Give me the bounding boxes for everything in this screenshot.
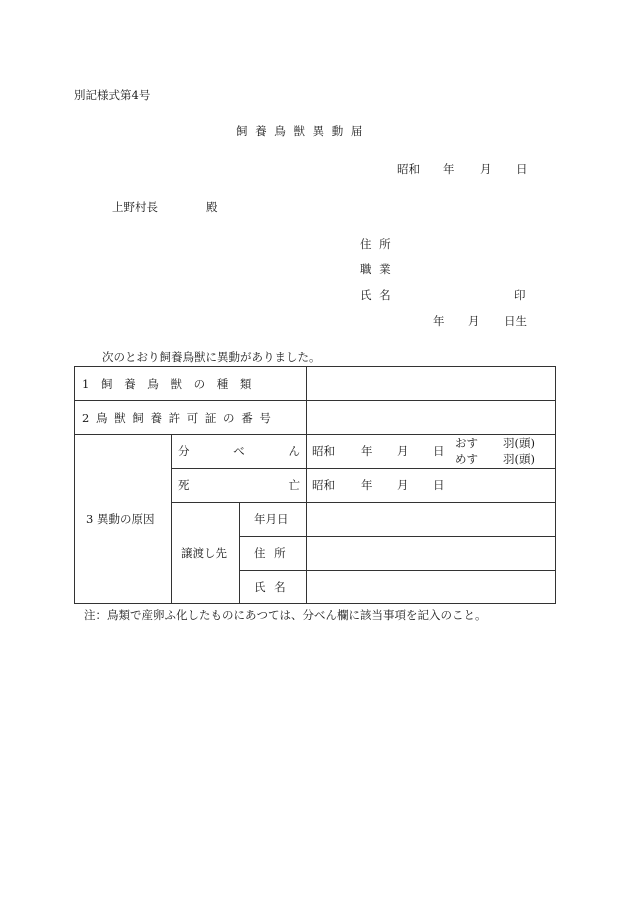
birth-month: 月	[397, 444, 409, 458]
birth-label-c: ん	[288, 444, 300, 458]
applicant-address-label: 住 所	[360, 237, 391, 251]
table-border-bottom	[74, 603, 556, 604]
row-species-label: 1 飼 養 鳥 獣 の 種 類	[82, 377, 252, 391]
birth-label-a: 分	[178, 444, 190, 458]
transfer-name-label: 氏 名	[254, 580, 286, 594]
date-day: 日	[516, 162, 528, 176]
birth-year: 年	[361, 444, 373, 458]
birth-day: 日	[433, 444, 445, 458]
table-divider	[239, 570, 556, 571]
death-label-b: 亡	[288, 478, 300, 492]
row-cause-label: 3 異動の原因	[86, 512, 155, 526]
male-label: おす	[455, 436, 478, 450]
addressee-honorific: 殿	[206, 200, 218, 214]
row-permit-number-label: 2 鳥 獣 飼 養 許 可 証 の 番 号	[82, 411, 271, 425]
female-unit: 羽(頭)	[503, 452, 535, 466]
birth-label-b: べ	[233, 444, 245, 458]
form-title: 飼 養 鳥 獣 異 動 届	[236, 124, 365, 138]
death-label	[178, 478, 300, 492]
intro-text: 次のとおり飼養鳥獣に異動がありました。	[102, 350, 321, 364]
table-divider	[239, 536, 556, 537]
table-divider	[74, 434, 556, 435]
death-era: 昭和	[312, 478, 335, 492]
table-border-left	[74, 366, 75, 604]
death-day: 日	[433, 478, 445, 492]
female-label: めす	[455, 452, 478, 466]
date-era: 昭和	[397, 162, 420, 176]
birth-era: 昭和	[312, 444, 335, 458]
birth-label	[178, 444, 300, 458]
table-border-top	[74, 366, 556, 367]
applicant-name-label: 氏 名	[360, 288, 391, 302]
table-border-right	[555, 366, 556, 604]
table-divider	[171, 434, 172, 604]
birth-day: 日生	[504, 314, 527, 328]
transfer-address-label: 住 所	[254, 546, 286, 560]
table-divider	[171, 468, 556, 469]
table-divider	[74, 400, 556, 401]
date-year: 年	[443, 162, 455, 176]
table-divider	[171, 502, 556, 503]
birth-year: 年	[433, 314, 445, 328]
male-unit: 羽(頭)	[503, 436, 535, 450]
addressee-name: 上野村長	[112, 200, 158, 214]
transfer-date-label: 年月日	[254, 512, 289, 526]
table-divider	[306, 366, 307, 604]
birth-month: 月	[468, 314, 480, 328]
date-month: 月	[480, 162, 492, 176]
death-year: 年	[361, 478, 373, 492]
table-divider	[239, 502, 240, 604]
seal-mark: 印	[514, 288, 526, 302]
transfer-label: 譲渡し先	[181, 546, 227, 560]
death-month: 月	[397, 478, 409, 492]
form-number: 別記様式第4号	[74, 88, 151, 102]
footnote: 注：鳥類で産卵ふ化したものにあつては、分べん欄に該当事項を記入のこと。	[84, 608, 487, 622]
applicant-occupation-label: 職 業	[360, 262, 391, 276]
death-label-a: 死	[178, 478, 190, 492]
